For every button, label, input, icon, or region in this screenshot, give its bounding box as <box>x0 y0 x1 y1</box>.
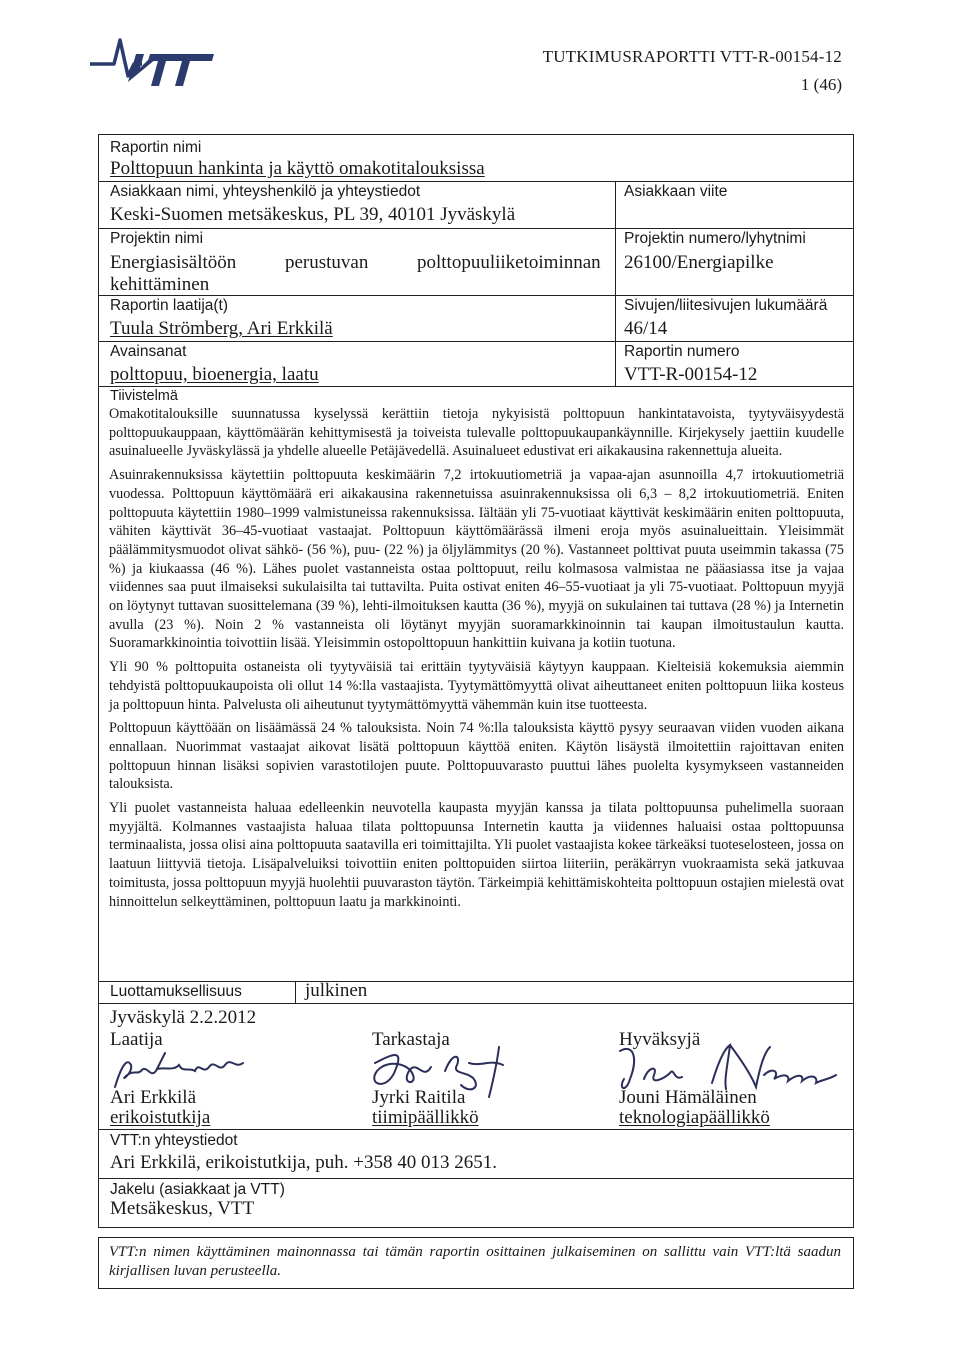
vtt-logo <box>88 34 218 94</box>
project-word-3: polttopuuliiketoiminnan <box>417 252 601 273</box>
approver-title: teknologiapäällikkö <box>619 1107 770 1128</box>
column-divider <box>615 181 616 386</box>
usage-notice-box <box>98 1237 854 1289</box>
report-form <box>98 134 854 1228</box>
project-word-4: kehittäminen <box>110 274 210 295</box>
page-count: 46/14 <box>624 318 668 339</box>
client-label: Asiakkaan nimi, yhteyshenkilö ja yhteystiedot <box>110 183 421 200</box>
authors-label: Raportin laatija(t) <box>110 297 229 314</box>
project-word-2: perustuvan <box>285 252 369 273</box>
keywords-label: Avainsanat <box>110 343 187 360</box>
author-role: Laatija <box>110 1029 163 1050</box>
place-date: Jyväskylä 2.2.2012 <box>110 1007 257 1028</box>
report-number: VTT-R-00154-12 <box>624 364 758 385</box>
distribution-value: Metsäkeskus, VTT <box>110 1198 255 1219</box>
approver-role: Hyväksyjä <box>619 1029 701 1050</box>
report-name: Polttopuun hankinta ja käyttö omakotitalouksissa <box>110 158 485 179</box>
row-divider <box>99 1129 853 1130</box>
summary-paragraph: Yli 90 % polttopuita ostaneista oli tyytyväisiä tai erittäin tyytyväisiä käytyyn kauppaan. Kielteisiä kokemuksia aiemmin tehdyistä polttopuukaupoista oli ollut 14 %:lla vastaajista. Tyytymättömyyttä olivat aiheuttaneet eniten polttopuun liika kosteus ja polttopuun hinta. Palvelusta oli aiheutunut tyytymättömyyttä vähemmän kuin itse tuotteesta. <box>109 659 844 713</box>
page-number: 1 (46) <box>800 75 842 94</box>
usage-notice: VTT:n nimen käyttäminen mainonnassa tai tämän raportin osittainen julkaiseminen on sallittu vain VTT:ltä saadun kirjallisen luvan perusteella. <box>109 1244 841 1279</box>
author-title: erikoistutkija <box>110 1107 211 1128</box>
confidentiality-value: julkinen <box>305 980 368 1001</box>
reviewer-role: Tarkastaja <box>372 1029 450 1050</box>
row-divider <box>99 295 853 296</box>
summary-paragraph: Asuinrakennuksissa käytettiin polttopuuta keskimäärin 7,2 irtokuutiometriä ja vapaa-ajan asunnoilla 4,7 irtokuutiometriä vuodessa. Polttopuun käyttömäärä eri aikakausina rakennetuissa asuinrakennuksissa oli 6,3 – 8,2 irtokuutiometriä. Eniten polttopuuta käytettiin 1980–1999 valmistuneissa rakennuksissa. Iältään yli 75-vuotiaat käyttivät keskimäärin eniten polttopuuta, vähiten käyttivät 36–45-vuotiaat vastaajat. Polttopuun käyttömäärässä ilmeni eroja myös asuinalueittain. Yleisimmät päälämmitysmuodot olivat sähkö- (56 %), puu- (22 %) ja öljylämmitys (20 %). Vastanneet polttivat puuta useimmin takassa (75 %) ja kiukaassa (46 %). Lähes puolet vastanneista ostaa polttopuut, reilu kolmasosa valmistaa ne pääasiassa itse ja vajaa viidennes saa puut ilmaiseksi sukulaisilta tai tuttavilta. Puita ostivat eniten 46–55-vuotiaat ja yli 75-vuotiaat. Polttopuun myyjä on löytynyt tuttavan suosittelemana (39 %), lehti-ilmoituksen kautta (36 %), myyjä on sukulainen tai tuttava (28 %) ja Internetin avulla (23 %). Noin 2 % vastanneista oli löytänyt myyjän suoramarkkinoinnin tai kaupan ilmoitustaulun kautta. Suoramarkkinointia toivottiin lisää. Yleisimmin ostopolttopuun hankittiin kuivana ja kotiin tuotuna. <box>109 467 844 652</box>
row-divider <box>99 181 853 182</box>
project-number-label: Projektin numero/lyhytnimi <box>624 230 806 247</box>
report-id-header: TUTKIMUSRAPORTTI VTT-R-00154-12 <box>542 47 842 66</box>
report-number-label: Raportin numero <box>624 343 740 360</box>
author-name: Ari Erkkilä <box>110 1087 197 1108</box>
project-number: 26100/Energiapilke <box>624 252 774 273</box>
summary-paragraph: Yli puolet vastanneista haluaa edelleenkin neuvotella kaupasta myyjän kanssa ja tilata polttopuunsa puhelimella suoraan myyjältä. Kolmannes vastaajista haluaa tilata polttopuunsa Internetin kautta ja viidennes haluaisi ostaa polttopuunsa terminaalista, jossa olisi aina polttopuuta saatavilla eri toimittajilta. Yli puolet vastaajista kokee tärkeäksi tuoteselosteen, jossa on laatuun liittyviä tietoja. Lisäpalveluiksi toivottiin eniten polttopuiden siirtoa liiteriin, peräkärryn vuokraamista sekä jatkuvaa toimitusta, jossa polttopuun myyjä huolehtii puuvaraston täytön. Tärkeimpiä kehittämiskohteita polttopuun ostajien mielestä ovat hinnoittelun selkeyttäminen, polttopuun laatu ja markkinointi. <box>109 800 844 910</box>
row-divider <box>99 341 853 342</box>
client-value: Keski-Suomen metsäkeskus, PL 39, 40101 Jyväskylä <box>110 204 516 225</box>
row-divider <box>99 228 853 229</box>
summary-paragraph: Omakotitalouksille suunnatussa kyselyssä kerättiin tietoja nykyisistä polttopuun hankintatavoista, tyytyväisyydestä polttopuukauppaan, käyttömäärän kehittymisestä ja toiveista tulevalle polttopuukaupankäynnille. Kirjekysely jaettiin kuudelle asuinalueelle Jyväskylässä ja yhdelle alueelle Petäjävedellä. Asuinalueet edustivat eri aikakausina rakennettuja alueita. <box>109 406 844 460</box>
vtt-contact-label: VTT:n yhteystiedot <box>110 1132 238 1149</box>
reviewer-name: Jyrki Raitila <box>372 1087 466 1108</box>
row-divider <box>99 1003 853 1004</box>
column-divider <box>295 981 296 1003</box>
row-divider <box>99 981 853 982</box>
page-count-label: Sivujen/liitesivujen lukumäärä <box>624 297 828 314</box>
project-label: Projektin nimi <box>110 230 204 247</box>
reviewer-title: tiimipäällikkö <box>372 1107 479 1128</box>
summary-label: Tiivistelmä <box>110 388 178 404</box>
distribution-label: Jakelu (asiakkaat ja VTT) <box>110 1181 285 1198</box>
row-divider <box>99 1178 853 1179</box>
summary-text <box>109 405 844 916</box>
keywords-value: polttopuu, bioenergia, laatu <box>110 364 319 385</box>
summary-paragraph: Polttopuun käyttöään on lisäämässä 24 % talouksista. Noin 74 %:lla talouksista käyttö pysyy seuraavan viiden vuoden aikana ennallaan. Nuorimmat vastaajat aikovat lisätä polttopuun käyttöä eniten. Käytön lisäystä ilmoitettiin rajoittavan eniten polttopuun hinnan lisäksi sopivien varastotilojen puute. Polttopuuvarasto puuttui lähes puolelta kysymykseen vastanneiden talouksista. <box>109 720 844 793</box>
vtt-contact-value: Ari Erkkilä, erikoistutkija, puh. +358 40 013 2651. <box>110 1152 497 1173</box>
report-name-label: Raportin nimi <box>110 139 202 156</box>
confidentiality-label: Luottamuksellisuus <box>110 983 242 1000</box>
project-word-1: Energiasisältöön <box>110 252 237 273</box>
client-ref-label: Asiakkaan viite <box>624 183 728 200</box>
authors-value: Tuula Strömberg, Ari Erkkilä <box>110 318 333 339</box>
approver-name: Jouni Hämäläinen <box>619 1087 757 1108</box>
row-divider <box>99 386 853 387</box>
